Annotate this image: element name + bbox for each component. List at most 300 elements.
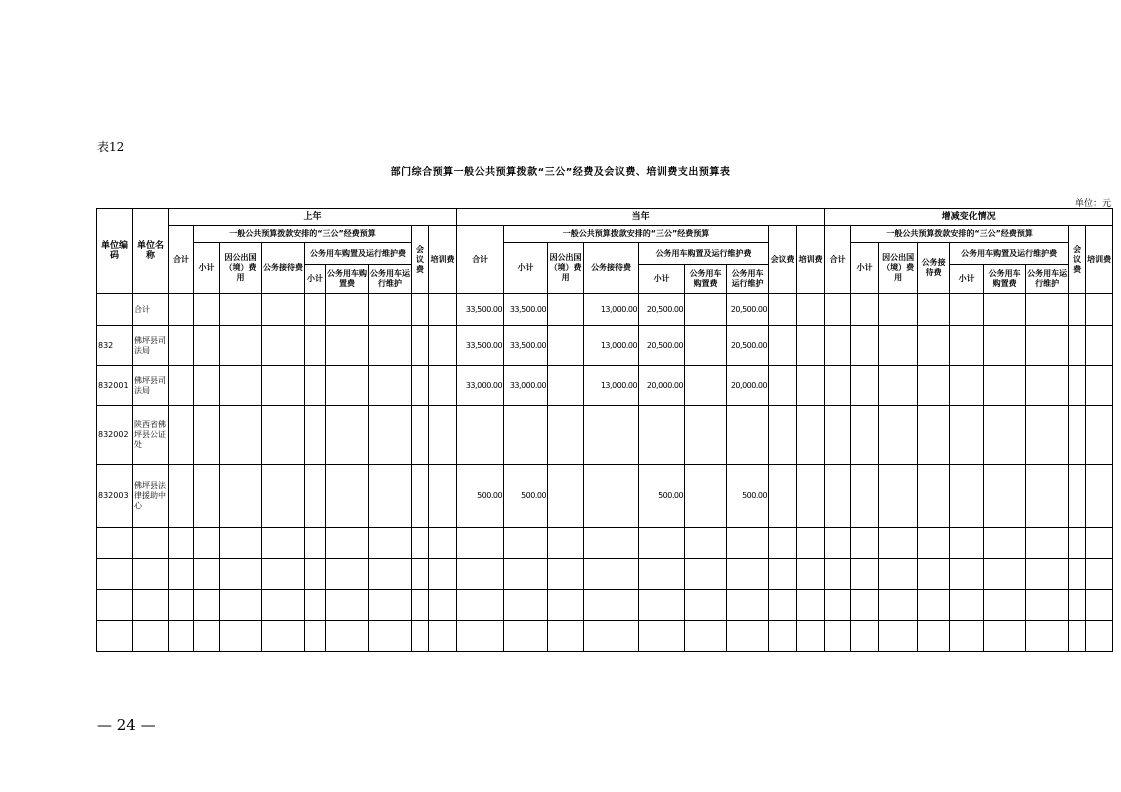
empty-cell <box>1086 528 1113 559</box>
prev-year-cell <box>220 326 262 366</box>
empty-cell <box>504 559 548 590</box>
curr-training-cell <box>797 465 825 528</box>
empty-cell <box>220 590 262 621</box>
empty-cell <box>1086 621 1113 652</box>
header-curr-veh-operation: 公务用车运行维护 <box>727 265 769 294</box>
empty-cell <box>1026 559 1069 590</box>
prev-year-cell <box>194 465 220 528</box>
change-cell <box>825 366 851 406</box>
change-cell <box>1086 465 1113 528</box>
empty-cell <box>457 590 504 621</box>
empty-cell <box>429 590 457 621</box>
header-change: 增减变化情况 <box>825 209 1113 226</box>
empty-cell <box>97 559 133 590</box>
change-cell <box>984 326 1026 366</box>
empty-cell <box>584 590 639 621</box>
header-curr-veh-subtotal: 小计 <box>639 265 685 294</box>
change-cell <box>1026 406 1069 465</box>
empty-cell <box>797 528 825 559</box>
change-cell <box>918 366 950 406</box>
prev-year-cell <box>262 366 305 406</box>
empty-cell <box>169 559 194 590</box>
empty-cell <box>220 621 262 652</box>
prev-year-cell <box>429 465 457 528</box>
empty-cell <box>412 528 429 559</box>
change-cell <box>918 326 950 366</box>
header-prev-sangong: 一般公共预算拨款安排的“三公”经费预算 <box>194 226 412 243</box>
empty-cell <box>305 559 326 590</box>
empty-cell <box>685 621 727 652</box>
curr-year-cell <box>504 406 548 465</box>
table-row <box>97 326 1113 366</box>
prev-year-cell <box>169 294 194 326</box>
empty-cell <box>457 559 504 590</box>
curr-year-cell: 33,500.00 <box>504 294 548 326</box>
unit-code-cell: 832001 <box>97 366 133 406</box>
empty-cell <box>194 559 220 590</box>
unit-code-cell: 832002 <box>97 406 133 465</box>
curr-year-cell <box>548 406 584 465</box>
empty-cell <box>584 528 639 559</box>
empty-cell <box>825 559 851 590</box>
change-cell <box>825 465 851 528</box>
empty-cell <box>220 559 262 590</box>
empty-cell <box>984 621 1026 652</box>
change-cell <box>950 326 984 366</box>
change-cell <box>825 326 851 366</box>
prev-year-cell <box>169 366 194 406</box>
change-cell <box>825 406 851 465</box>
empty-cell <box>639 621 685 652</box>
prev-year-cell <box>412 326 429 366</box>
change-cell <box>984 465 1026 528</box>
header-chg-vehicle: 公务用车购置及运行维护费 <box>950 243 1069 265</box>
curr-year-cell: 33,500.00 <box>504 326 548 366</box>
unit-name-cell: 陕西省佛坪县公证处 <box>133 406 169 465</box>
header-chg-meeting: 会议费 <box>1069 226 1086 294</box>
prev-year-cell <box>305 366 326 406</box>
empty-cell <box>879 621 918 652</box>
empty-cell <box>918 559 950 590</box>
unit-code-cell <box>97 294 133 326</box>
empty-cell <box>429 621 457 652</box>
unit-name-cell: 佛坪县法律援助中心 <box>133 465 169 528</box>
empty-cell <box>326 590 369 621</box>
table-row <box>97 294 1113 326</box>
header-curr-reception: 公务接待费 <box>584 243 639 294</box>
empty-cell <box>984 559 1026 590</box>
empty-cell <box>918 590 950 621</box>
empty-cell <box>369 590 412 621</box>
prev-year-cell <box>262 406 305 465</box>
header-curr-meeting: 会议费 <box>769 226 797 294</box>
empty-cell <box>950 590 984 621</box>
prev-year-cell <box>220 366 262 406</box>
prev-year-cell <box>220 406 262 465</box>
change-cell <box>918 465 950 528</box>
change-cell <box>851 406 879 465</box>
header-chg-abroad: 因公出国（境）费用 <box>879 243 918 294</box>
empty-cell <box>769 590 797 621</box>
empty-cell <box>879 528 918 559</box>
empty-cell <box>548 590 584 621</box>
empty-cell <box>825 590 851 621</box>
curr-year-cell <box>685 406 727 465</box>
prev-year-cell <box>305 465 326 528</box>
header-curr-vehicle: 公务用车购置及运行维护费 <box>639 243 769 265</box>
curr-training-cell <box>797 326 825 366</box>
change-cell <box>984 294 1026 326</box>
change-cell <box>1026 465 1069 528</box>
empty-cell <box>769 621 797 652</box>
prev-year-cell <box>194 326 220 366</box>
change-cell <box>1026 366 1069 406</box>
empty-cell <box>97 621 133 652</box>
curr-year-cell: 20,000.00 <box>639 366 685 406</box>
empty-cell <box>879 590 918 621</box>
table-row <box>97 406 1113 465</box>
empty-cell <box>918 528 950 559</box>
empty-cell <box>1069 590 1086 621</box>
empty-cell <box>584 559 639 590</box>
prev-year-cell <box>326 406 369 465</box>
empty-cell <box>326 528 369 559</box>
empty-cell <box>769 528 797 559</box>
header-curr-subtotal: 小计 <box>504 243 548 294</box>
curr-year-cell <box>727 406 769 465</box>
prev-year-cell <box>169 465 194 528</box>
curr-year-cell: 500.00 <box>504 465 548 528</box>
prev-year-cell <box>326 326 369 366</box>
curr-year-cell: 20,500.00 <box>639 294 685 326</box>
curr-year-cell <box>548 465 584 528</box>
header-prev-veh-purchase: 公务用车购置费 <box>326 265 369 294</box>
empty-cell <box>851 528 879 559</box>
empty-cell <box>984 528 1026 559</box>
empty-row <box>97 590 1113 621</box>
curr-year-cell: 13,000.00 <box>584 366 639 406</box>
change-cell <box>950 366 984 406</box>
curr-year-cell: 20,500.00 <box>727 326 769 366</box>
prev-year-cell <box>220 465 262 528</box>
change-cell <box>950 406 984 465</box>
empty-cell <box>504 590 548 621</box>
change-cell <box>918 406 950 465</box>
curr-year-cell <box>457 406 504 465</box>
empty-row <box>97 528 1113 559</box>
page-title: 部门综合预算一般公共预算拨款“三公”经费及会议费、培训费支出预算表 <box>390 167 731 178</box>
curr-year-cell <box>548 326 584 366</box>
empty-cell <box>639 590 685 621</box>
empty-cell <box>412 559 429 590</box>
curr-year-cell <box>548 294 584 326</box>
change-cell <box>1086 326 1113 366</box>
empty-cell <box>457 528 504 559</box>
change-cell <box>851 465 879 528</box>
header-chg-sangong: 一般公共预算拨款安排的“三公”经费预算 <box>851 226 1069 243</box>
prev-year-cell <box>169 326 194 366</box>
prev-year-cell <box>412 294 429 326</box>
empty-cell <box>504 528 548 559</box>
curr-year-cell: 33,500.00 <box>457 294 504 326</box>
header-chg-veh-subtotal: 小计 <box>950 265 984 294</box>
prev-year-cell <box>369 366 412 406</box>
empty-cell <box>825 621 851 652</box>
empty-cell <box>412 621 429 652</box>
header-prev-training: 培训费 <box>429 226 457 294</box>
header-prev-vehicle: 公务用车购置及运行维护费 <box>305 243 412 265</box>
change-cell <box>879 406 918 465</box>
curr-year-cell: 500.00 <box>457 465 504 528</box>
curr-year-cell <box>685 326 727 366</box>
change-cell <box>1069 465 1086 528</box>
prev-year-cell <box>369 294 412 326</box>
empty-cell <box>133 559 169 590</box>
prev-year-cell <box>429 366 457 406</box>
change-cell <box>1069 294 1086 326</box>
curr-year-cell: 33,000.00 <box>504 366 548 406</box>
empty-cell <box>220 528 262 559</box>
change-cell <box>950 465 984 528</box>
prev-year-cell <box>262 294 305 326</box>
change-cell <box>1069 366 1086 406</box>
header-prev-abroad: 因公出国（境）费用 <box>220 243 262 294</box>
change-cell <box>851 294 879 326</box>
header-prev-year: 上年 <box>169 209 457 226</box>
empty-cell <box>429 559 457 590</box>
change-cell <box>1026 294 1069 326</box>
prev-year-cell <box>194 366 220 406</box>
prev-year-cell <box>326 366 369 406</box>
empty-cell <box>727 559 769 590</box>
empty-cell <box>262 590 305 621</box>
empty-cell <box>950 559 984 590</box>
header-prev-subtotal: 小计 <box>194 243 220 294</box>
prev-year-cell <box>429 406 457 465</box>
curr-year-cell: 33,000.00 <box>457 366 504 406</box>
curr-year-cell <box>685 294 727 326</box>
change-cell <box>1069 406 1086 465</box>
empty-cell <box>169 621 194 652</box>
empty-cell <box>727 528 769 559</box>
empty-cell <box>825 528 851 559</box>
empty-cell <box>685 559 727 590</box>
empty-cell <box>305 528 326 559</box>
empty-cell <box>685 528 727 559</box>
empty-cell <box>639 528 685 559</box>
unit-label: 单位：元 <box>1074 199 1111 209</box>
empty-cell <box>1069 621 1086 652</box>
empty-row <box>97 559 1113 590</box>
empty-cell <box>851 621 879 652</box>
empty-cell <box>369 559 412 590</box>
header-prev-veh-subtotal: 小计 <box>305 265 326 294</box>
empty-cell <box>685 590 727 621</box>
unit-name-cell: 合计 <box>133 294 169 326</box>
change-cell <box>879 465 918 528</box>
prev-year-cell <box>326 294 369 326</box>
empty-cell <box>1086 559 1113 590</box>
header-prev-total: 合计 <box>169 226 194 294</box>
prev-year-cell <box>429 326 457 366</box>
empty-cell <box>262 528 305 559</box>
empty-cell <box>97 528 133 559</box>
empty-cell <box>262 559 305 590</box>
page-number: — 24 — <box>97 716 156 734</box>
empty-cell <box>851 559 879 590</box>
prev-year-cell <box>194 406 220 465</box>
header-unit-code: 单位编码 <box>97 209 133 294</box>
unit-code-cell: 832003 <box>97 465 133 528</box>
empty-cell <box>548 559 584 590</box>
curr-training-cell <box>797 294 825 326</box>
header-chg-veh-purchase: 公务用车购置费 <box>984 265 1026 294</box>
change-cell <box>1086 366 1113 406</box>
change-cell <box>1069 326 1086 366</box>
prev-year-cell <box>412 366 429 406</box>
empty-cell <box>984 590 1026 621</box>
empty-cell <box>639 559 685 590</box>
empty-cell <box>727 621 769 652</box>
unit-name-cell: 佛坪县司法局 <box>133 326 169 366</box>
empty-cell <box>797 559 825 590</box>
curr-year-cell: 500.00 <box>727 465 769 528</box>
empty-cell <box>457 621 504 652</box>
header-curr-abroad: 因公出国（境）费用 <box>548 243 584 294</box>
empty-cell <box>1026 621 1069 652</box>
header-prev-meeting: 会议费 <box>412 226 429 294</box>
prev-year-cell <box>169 406 194 465</box>
prev-year-cell <box>369 326 412 366</box>
change-cell <box>1026 326 1069 366</box>
curr-meeting-cell <box>769 366 797 406</box>
curr-year-cell: 500.00 <box>639 465 685 528</box>
prev-year-cell <box>305 294 326 326</box>
change-cell <box>879 366 918 406</box>
empty-cell <box>950 621 984 652</box>
table-row <box>97 366 1113 406</box>
header-unit-name: 单位名称 <box>133 209 169 294</box>
empty-cell <box>133 528 169 559</box>
prev-year-cell <box>262 326 305 366</box>
empty-cell <box>133 590 169 621</box>
prev-year-cell <box>305 326 326 366</box>
empty-cell <box>851 590 879 621</box>
curr-meeting-cell <box>769 294 797 326</box>
empty-cell <box>727 590 769 621</box>
empty-cell <box>1069 559 1086 590</box>
empty-cell <box>194 590 220 621</box>
change-cell <box>879 294 918 326</box>
unit-code-cell: 832 <box>97 326 133 366</box>
change-cell <box>984 406 1026 465</box>
prev-year-cell <box>305 406 326 465</box>
prev-year-cell <box>326 465 369 528</box>
empty-cell <box>169 528 194 559</box>
empty-cell <box>950 528 984 559</box>
curr-year-cell: 13,000.00 <box>584 326 639 366</box>
header-curr-veh-purchase: 公务用车购置费 <box>685 265 727 294</box>
curr-year-cell <box>584 465 639 528</box>
prev-year-cell <box>429 294 457 326</box>
empty-cell <box>262 621 305 652</box>
prev-year-cell <box>412 406 429 465</box>
prev-year-cell <box>262 465 305 528</box>
empty-cell <box>194 528 220 559</box>
change-cell <box>1086 294 1113 326</box>
change-cell <box>851 326 879 366</box>
empty-cell <box>797 621 825 652</box>
header-prev-veh-operation: 公务用车运行维护 <box>369 265 412 294</box>
header-chg-reception: 公务接待费 <box>918 243 950 294</box>
empty-row <box>97 621 1113 652</box>
change-cell <box>1086 406 1113 465</box>
header-curr-total: 合计 <box>457 226 504 294</box>
table-label: 表12 <box>97 140 125 154</box>
curr-training-cell <box>797 406 825 465</box>
header-curr-year: 当年 <box>457 209 825 226</box>
empty-cell <box>1069 528 1086 559</box>
curr-year-cell <box>584 406 639 465</box>
empty-cell <box>797 590 825 621</box>
curr-year-cell <box>639 406 685 465</box>
empty-cell <box>133 621 169 652</box>
curr-meeting-cell <box>769 326 797 366</box>
empty-cell <box>548 621 584 652</box>
empty-cell <box>1086 590 1113 621</box>
empty-cell <box>369 621 412 652</box>
empty-cell <box>584 621 639 652</box>
header-chg-veh-operation: 公务用车运行维护 <box>1026 265 1069 294</box>
budget-table <box>96 208 1113 652</box>
table-row <box>97 465 1113 528</box>
prev-year-cell <box>412 465 429 528</box>
change-cell <box>984 366 1026 406</box>
change-cell <box>851 366 879 406</box>
empty-cell <box>1026 590 1069 621</box>
curr-year-cell: 13,000.00 <box>584 294 639 326</box>
curr-year-cell <box>685 366 727 406</box>
curr-year-cell: 20,500.00 <box>639 326 685 366</box>
empty-cell <box>769 559 797 590</box>
prev-year-cell <box>369 465 412 528</box>
empty-cell <box>504 621 548 652</box>
header-chg-training: 培训费 <box>1086 226 1113 294</box>
header-prev-reception: 公务接待费 <box>262 243 305 294</box>
change-cell <box>879 326 918 366</box>
prev-year-cell <box>220 294 262 326</box>
header-curr-sangong: 一般公共预算拨款安排的“三公”经费预算 <box>504 226 769 243</box>
change-cell <box>950 294 984 326</box>
empty-cell <box>1026 528 1069 559</box>
curr-year-cell <box>548 366 584 406</box>
empty-cell <box>305 590 326 621</box>
header-chg-total: 合计 <box>825 226 851 294</box>
empty-cell <box>918 621 950 652</box>
header-curr-training: 培训费 <box>797 226 825 294</box>
curr-year-cell <box>685 465 727 528</box>
prev-year-cell <box>194 294 220 326</box>
curr-meeting-cell <box>769 406 797 465</box>
empty-cell <box>326 559 369 590</box>
change-cell <box>825 294 851 326</box>
empty-cell <box>429 528 457 559</box>
empty-cell <box>97 590 133 621</box>
change-cell <box>918 294 950 326</box>
curr-year-cell: 33,500.00 <box>457 326 504 366</box>
unit-name-cell: 佛坪县司法局 <box>133 366 169 406</box>
empty-cell <box>369 528 412 559</box>
